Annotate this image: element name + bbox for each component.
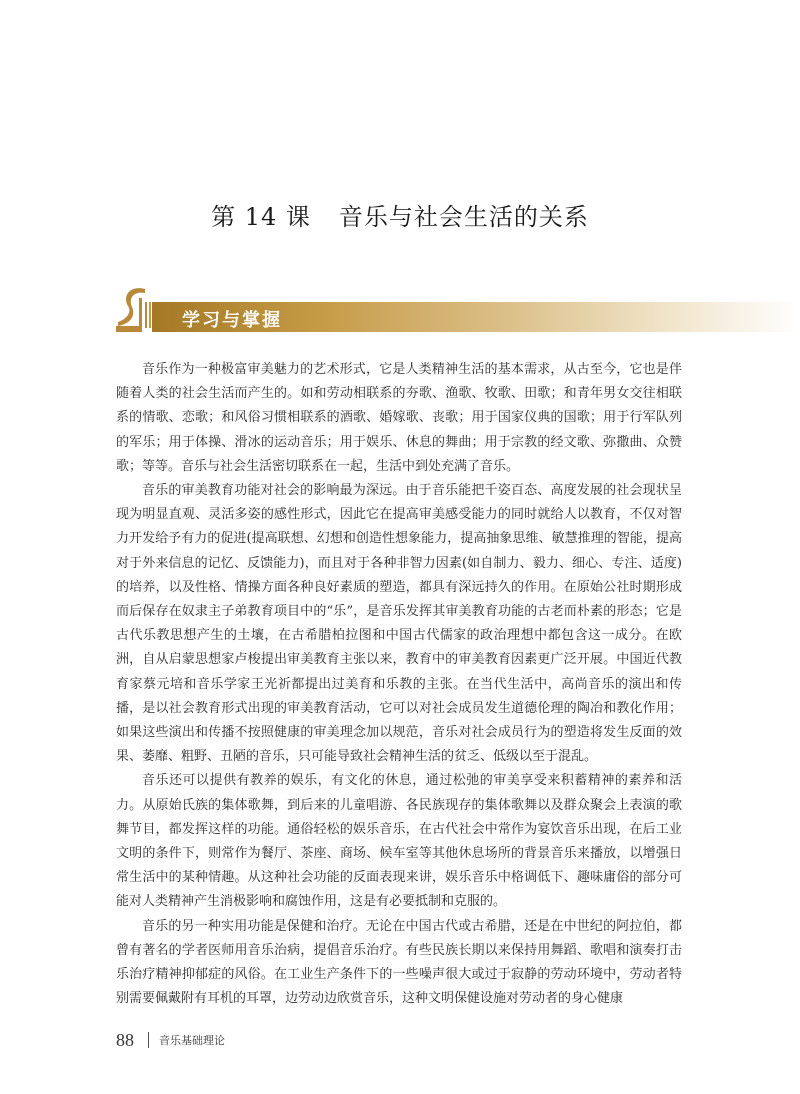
paragraph: 音乐作为一种极富审美魅力的艺术形式，它是人类精神生活的基本需求，从古至今，它也是伴随着人类的社会生活而产生的。如和劳动相联系的夯歌、渔歌、牧歌、田歌；和青年男女交往相联系的情歌、恋歌；和风俗习惯相联系的酒歌、婚嫁歌、丧歌；用于国家仪典的国歌；用于行军队列的军乐；用于体操、滑冰的运动音乐；用于娱乐、休息的舞曲；用于宗教的经文歌、弥撒曲、众赞歌；等等。音乐与社会生活密切联系在一起，生活中到处充满了音乐。 <box>116 362 682 474</box>
page-footer <box>116 1028 225 1052</box>
lyre-emblem-icon <box>112 286 156 336</box>
section-header <box>112 286 800 336</box>
section-title: 学习与掌握 <box>182 310 282 331</box>
page-number: 88 <box>116 1029 134 1050</box>
paragraph: 音乐的审美教育功能对社会的影响最为深远。由于音乐能把千姿百态、高度发展的社会现状呈现为明显直观、灵活多姿的感性形式，因此它在提高审美感受能力的同时就给人以教育，不仅对智力开发给予有力的促进(提高联想、幻想和创造性想象能力，提高抽象思维、敏慧推理的智能，提高对于外来信息的记忆、反馈能力)，而且对于各种非智力因素(如自制力、毅力、细心、专注、适度)的培养，以及性格、情操方面各种良好素质的塑造，都具有深远持久的作用。在原始公社时期形成而后保存在奴隶主子弟教育项目中的“乐”，是音乐发挥其审美教育功能的古老而朴素的形态；它是古代乐教思想产生的土壤，在古希腊柏拉图和中国古代儒家的政治理想中都包含这一成分。在欧洲，自从启蒙思想家卢梭提出审美教育主张以来，教育中的审美教育因素更广泛开展。中国近代教育家蔡元培和音乐学家王光祈都提出过美育和乐教的主张。在当代生活中，高尚音乐的演出和传播，是以社会教育形式出现的审美教育活动，它可以对社会成员发生道德伦理的陶冶和教化作用；如果这些演出和传播不按照健康的审美理念加以规范，音乐对社会成员行为的塑造将发生反面的效果、萎靡、粗野、丑陋的音乐，只可能导致社会精神生活的贫乏、低级以至于混乱。 <box>116 483 682 765</box>
lesson-title <box>0 197 800 232</box>
footer-divider <box>148 1032 149 1048</box>
body-text <box>116 358 682 1011</box>
lesson-name: 音乐与社会生活的关系 <box>338 203 589 231</box>
paragraph: 音乐的另一种实用功能是保健和治疗。无论在中国古代或古希腊，还是在中世纪的阿拉伯，都曾有著名的学者医师用音乐治病，提倡音乐治疗。有些民族长期以来保持用舞蹈、歌唱和演奏打击乐治疗精神抑郁症的风俗。在工业生产条件下的一些噪声很大或过于寂静的劳动环境中，劳动者特别需要佩戴附有耳机的耳罩，边劳动边欣赏音乐，这种文明保健设施对劳动者的身心健康 <box>116 918 682 1007</box>
paragraph: 音乐还可以提供有教养的娱乐，有文化的休息，通过松弛的审美享受来积蓄精神的素养和活力。从原始氏族的集体歌舞，到后来的儿童唱游、各民族现存的集体歌舞以及群众聚会上表演的歌舞节目，都发挥这样的功能。通俗轻松的娱乐音乐，在古代社会中常作为宴饮音乐出现，在后工业文明的条件下，则常作为餐厅、茶座、商场、候车室等其他休息场所的背景音乐来播放，以增强日常生活中的某种情趣。从这种社会功能的反面表现来讲，娱乐音乐中格调低下、趣味庸俗的部分可能对人类精神产生消极影响和腐蚀作用，这是有必要抵制和克服的。 <box>116 773 682 910</box>
book-title: 音乐基础理论 <box>159 1034 225 1047</box>
lesson-number: 第 14 课 <box>211 203 311 231</box>
